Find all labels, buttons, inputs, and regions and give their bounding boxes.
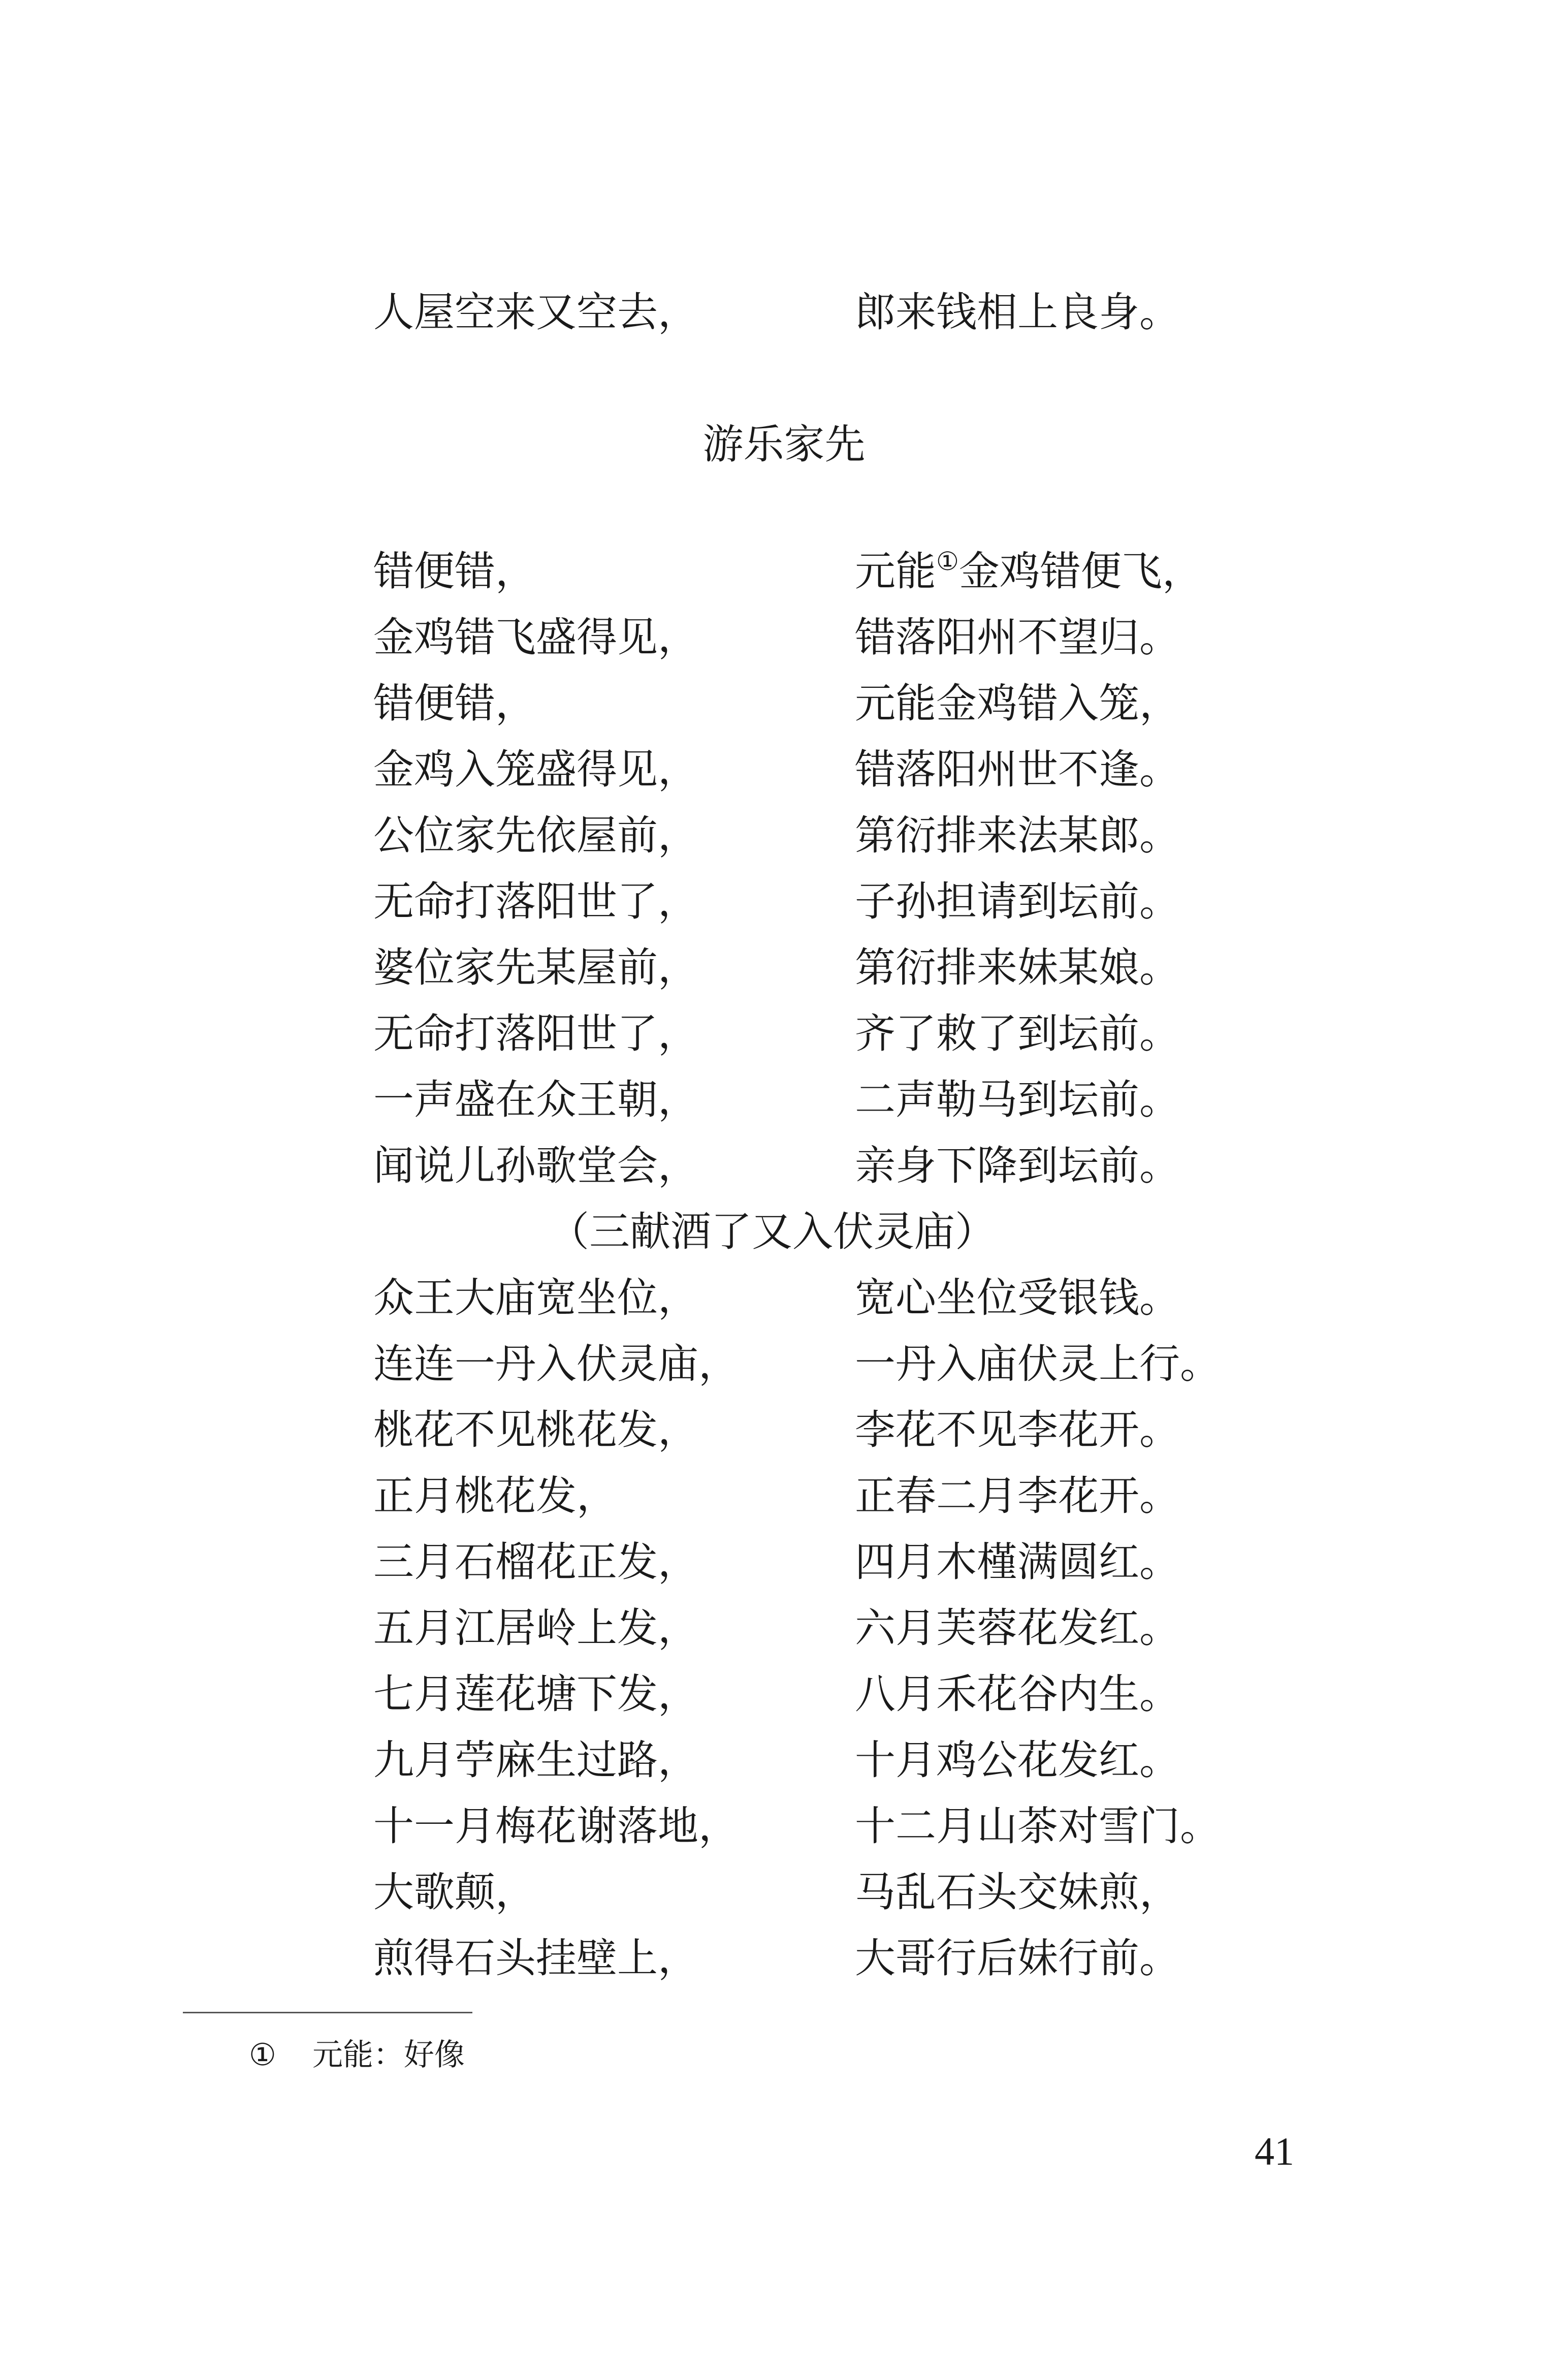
verse-couplet (0, 1793, 1568, 1859)
verse-right (855, 539, 1203, 605)
verse-couplet (0, 1661, 1568, 1727)
verse-right: 八月禾花谷内生。 (855, 1670, 1180, 1718)
verse-left: 一声盛在众王朝， (373, 1076, 698, 1123)
verse-left: 金鸡入笼盛得见， (373, 746, 698, 793)
verse-left: 连连一丹入伏灵庙， (373, 1340, 739, 1387)
verse-left: 金鸡错飞盛得见， (373, 614, 698, 661)
verse-right: 错落阳州世不逢。 (855, 746, 1180, 793)
verse-right: 马乱石头交妹煎， (855, 1869, 1180, 1916)
verse-right: 正春二月李花开。 (855, 1472, 1180, 1520)
stage-direction: （三献酒了又入伏灵庙） (549, 1208, 996, 1255)
verse-right: 第衍排来法某郎。 (855, 812, 1180, 859)
footnote-text: 元能：好像 (312, 2037, 465, 2073)
verse-couplet (0, 671, 1568, 737)
verse-couplet (0, 1265, 1568, 1331)
verse-couplet (0, 737, 1568, 803)
verse-left: 错便错， (373, 680, 536, 727)
verse-left: 三月石榴花正发， (373, 1538, 698, 1586)
verse-right: 六月芙蓉花发红。 (855, 1604, 1180, 1652)
verse-left: 无命打落阳世了， (373, 1010, 698, 1057)
verse-couplet-top (0, 279, 1568, 345)
footnote-divider (183, 2012, 472, 2013)
verse-left: 煎得石头挂壁上， (373, 1935, 698, 1982)
verse-couplet (0, 1925, 1568, 1991)
verse-couplet (0, 1397, 1568, 1463)
verse-right: 一丹入庙伏灵上行。 (855, 1340, 1221, 1387)
verse-right: 十月鸡公花发红。 (855, 1736, 1180, 1784)
verse-left: 婆位家先某屋前， (373, 944, 698, 991)
verse-left: 十一月梅花谢落地， (373, 1802, 739, 1850)
verse-couplet (0, 1595, 1568, 1661)
verse-couplet (0, 1529, 1568, 1595)
verse-left: 错便错， (373, 548, 536, 595)
verse-couplet (0, 1463, 1568, 1529)
verse-left: 大歌颠， (373, 1869, 536, 1916)
verse-couplet (0, 1133, 1568, 1199)
verse-left: 公位家先依屋前， (373, 812, 698, 859)
verse-right: 元能金鸡错入笼， (855, 680, 1180, 727)
verse-right: 四月木槿满圆红。 (855, 1538, 1180, 1586)
verse-right: 第衍排来妹某娘。 (855, 944, 1180, 991)
verse-couplet (0, 1067, 1568, 1133)
verse-couplet (0, 1727, 1568, 1793)
page-number: 41 (1255, 2129, 1294, 2173)
verse-right: 郎来钱相上良身。 (855, 289, 1180, 336)
verse-right: 二声勒马到坛前。 (855, 1076, 1180, 1123)
verse-right-part: 元能 (855, 548, 936, 595)
verse-left: 九月苧麻生过路， (373, 1736, 698, 1784)
verse-right: 齐了敕了到坛前。 (855, 1010, 1180, 1057)
footnote-reference: ① (936, 547, 959, 576)
verse-right: 宽心坐位受银钱。 (855, 1274, 1180, 1321)
verse-couplet (0, 1001, 1568, 1067)
verse-couplet (0, 1859, 1568, 1925)
verse-couplet (0, 935, 1568, 1001)
verse-couplet (0, 803, 1568, 869)
verse-couplet (0, 539, 1568, 605)
verse-right: 错落阳州不望归。 (855, 614, 1180, 661)
verse-couplet (0, 1331, 1568, 1397)
verse-couplet (0, 869, 1568, 935)
verse-left: 人屋空来又空去， (373, 289, 698, 336)
verse-couplet (0, 605, 1568, 671)
verse-left: 无命打落阳世了， (373, 878, 698, 925)
verse-right: 亲身下降到坛前。 (855, 1142, 1180, 1189)
verse-left: 众王大庙宽坐位， (373, 1274, 698, 1321)
verse-right: 大哥行后妹行前。 (855, 1935, 1180, 1982)
verse-left: 桃花不见桃花发， (373, 1406, 698, 1453)
section-title: 游乐家先 (702, 421, 866, 468)
verse-right: 十二月山茶对雪门。 (855, 1802, 1221, 1850)
verse-right: 李花不见李花开。 (855, 1406, 1180, 1453)
verse-left: 正月桃花发， (373, 1472, 617, 1520)
verse-left: 七月莲花塘下发， (373, 1670, 698, 1718)
verse-right-part: 金鸡错便飞， (958, 548, 1203, 595)
verse-left: 闻说儿孙歌堂会， (373, 1142, 698, 1189)
footnote-mark: ① (249, 2037, 276, 2073)
verse-right: 子孙担请到坛前。 (855, 878, 1180, 925)
verse-left: 五月江居岭上发， (373, 1604, 698, 1652)
